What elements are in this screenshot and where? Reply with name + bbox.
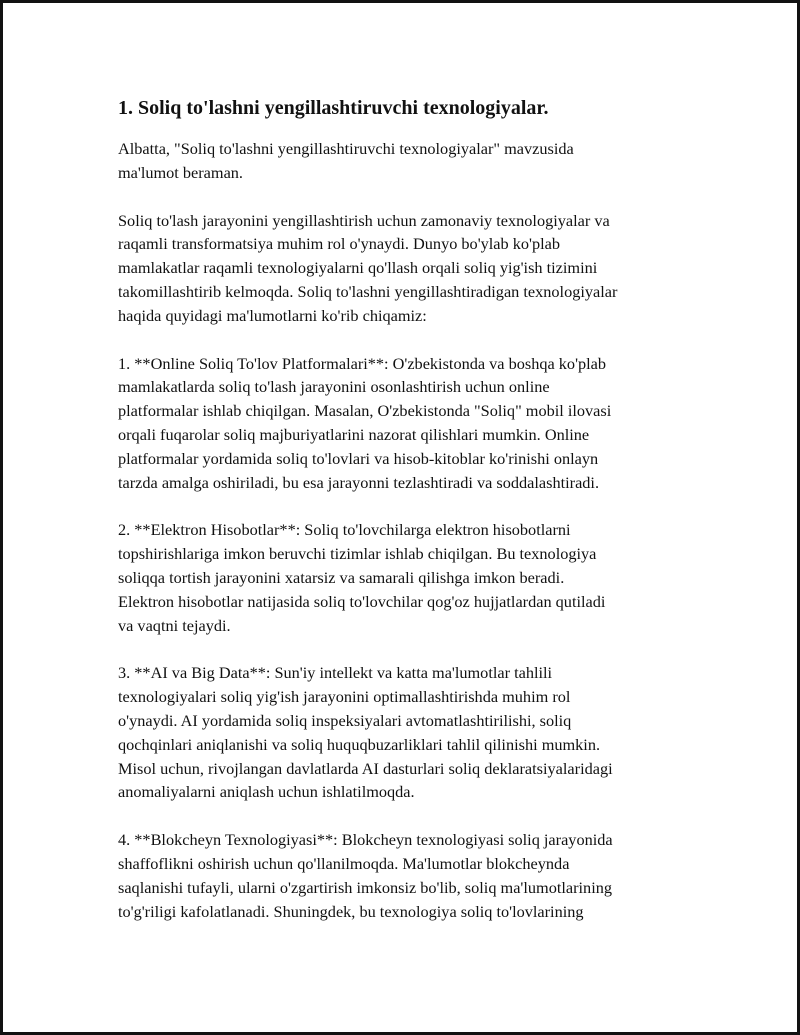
overview-paragraph: Soliq to'lash jarayonini yengillashtirish uchun zamonaviy texnologiyalar va raqamli transformatsiya muhim rol o'ynaydi. Dunyo bo'ylab ko'plab mamlakatlar raqamli texnologiyalarni qo'llash orqali soliq yig'ish tizimini takomillashtirib kelmoqda. Soliq to'lashni yengillashtiradigan texnologiyalar haqida quyidagi ma'lumotlarni ko'rib chiqamiz:: [118, 210, 618, 325]
list-item-ai-big-data: 3. **AI va Big Data**: Sun'iy intellekt va katta ma'lumotlar tahlili texnologiyalari soliq yig'ish jarayonini optimallashtirishda muhim rol o'ynaydi. AI yordamida soliq inspeksiyalari avtomatlashtirilishi, soliq qochqinlari aniqlanishi va soliq huquqbuzarliklari tahlil qilinishi mumkin. Misol uchun, rivojlangan davlatlarda AI dasturlari soliq deklaratsiyalaridagi anomaliyalarni aniqlash uchun ishlatilmoqda.: [118, 663, 613, 802]
intro-paragraph: Albatta, "Soliq to'lashni yengillashtiruvchi texnologiyalar" mavzusida ma'lumot beraman.: [118, 139, 574, 182]
list-item-electronic-reports: 2. **Elektron Hisobotlar**: Soliq to'lovchilarga elektron hisobotlarni topshirishlariga imkon beruvchi tizimlar ishlab chiqilgan. Bu texnologiya soliqqa tortish jarayonini xatarsiz va samarali qilishga imkon beradi. Elektron hisobotlar natijasida soliq to'lovchilar qog'oz hujjatlardan qutiladi va vaqtni tejaydi.: [118, 520, 606, 635]
document-body: [118, 93, 698, 947]
list-item-online-platforms: 1. **Online Soliq To'lov Platformalari**: O'zbekistonda va boshqa ko'plab mamlakatlarda soliq to'lash jarayonini osonlashtirish uchun online platformalar ishlab chiqilgan. Masalan, O'zbekistonda "Soliq" mobil ilovasi orqali fuqarolar soliq majburiyatlarini nazorat qilishlari mumkin. Online platformalar yordamida soliq to'lovlari va hisob-kitoblar ko'rinishi onlayn tarzda amalga oshiriladi, bu esa jarayonni tezlashtiradi va soddalashtiradi.: [118, 353, 612, 492]
list-item-blockchain: 4. **Blokcheyn Texnologiyasi**: Blokcheyn texnologiyasi soliq jarayonida shaffoflikni oshirish uchun qo'llanilmoqda. Ma'lumotlar blokcheynda saqlanishi tufayli, ularni o'zgartirish imkonsiz bo'lib, soliq ma'lumotlarining to'g'riligi kafolatlanadi. Shuningdek, bu texnologiya soliq to'lovlarining: [118, 830, 613, 921]
document-title: 1. Soliq to'lashni yengillashtiruvchi texnologiyalar.: [118, 97, 549, 119]
